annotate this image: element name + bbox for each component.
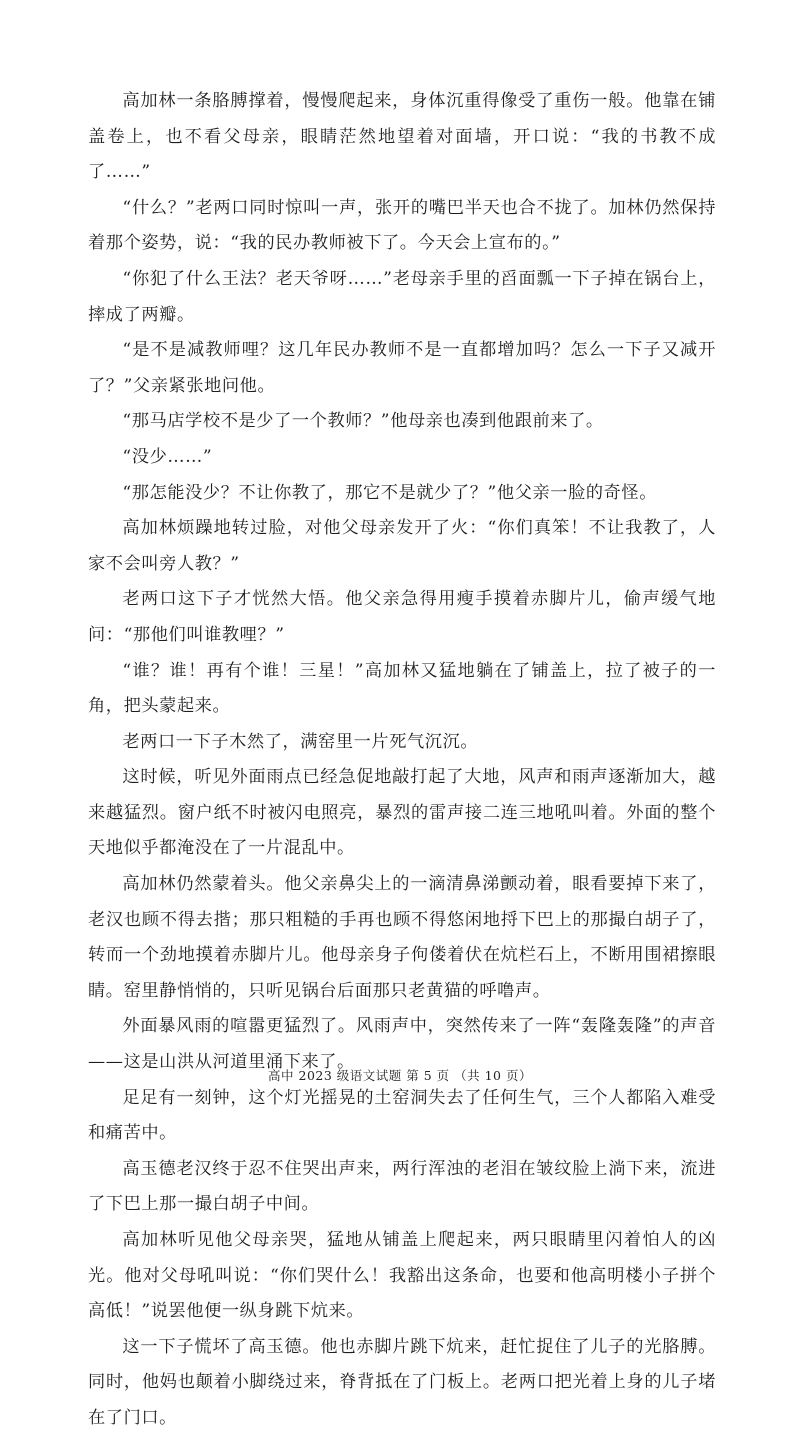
- paragraph: 足足有一刻钟，这个灯光摇晃的土窑洞失去了任何生气，三个人都陷入难受和痛苦中。: [88, 1087, 716, 1144]
- paragraph: “那马店学校不是少了一个教师？”他母亲也凑到他跟前来了。: [122, 411, 604, 432]
- paragraph: “是不是减教师哩？这几年民办教师不是一直都增加吗？怎么一下子又减开了？”父亲紧张地问他。: [88, 340, 716, 396]
- paragraph: 老两口一下子木然了，满窑里一片死气沉沉。: [122, 731, 479, 752]
- paragraph: 老两口这下子才恍然大悟。他父亲急得用瘦手摸着赤脚片儿，偷声缓气地问：“那他们叫谁教哩？”: [88, 589, 716, 645]
- paragraph: 高加林烦躁地转过脸，对他父母亲发开了火：“你们真笨！不让我教了，人家不会叫旁人教？”: [88, 518, 716, 574]
- paragraph: “谁？谁！再有个谁！三星！”高加林又猛地躺在了铺盖上，拉了被子的一角，把头蒙起来。: [88, 660, 716, 717]
- paragraph: 高加林仍然蒙着头。他父亲鼻尖上的一滴清鼻涕颤动着，眼看要掉下来了，老汉也顾不得去揩；那只粗糙的手再也顾不得悠闲地捋下巴上的那撮白胡子了，转而一个劲地摸着赤脚片儿。他母亲身子佝偻着伏在炕栏石上，不断用围裙擦眼睛。窑里静悄悄的，只听见锅台后面那只老黄猫的呼噜声。: [88, 874, 716, 1001]
- paragraph: 高玉德老汉终于忍不住哭出声来，两行浑浊的老泪在皱纹脸上淌下来，流进了下巴上那一撮白胡子中间。: [88, 1158, 716, 1215]
- paragraph: “什么？”老两口同时惊叫一声，张开的嘴巴半天也合不拢了。加林仍然保持着那个姿势，说：“我的民办教师被下了。今天会上宣布的。”: [88, 197, 716, 254]
- page-footer: 高中 2023 级语文试题 第 5 页 （共 10 页）: [268, 1068, 532, 1083]
- article-body: [88, 84, 716, 1437]
- paragraph: “那怎能没少？不让你教了，那它不是就少了？”他父亲一脸的奇怪。: [122, 482, 658, 503]
- paragraph: 高加林听见他父母亲哭，猛地从铺盖上爬起来，两只眼睛里闪着怕人的凶光。他对父母吼叫说：“你们哭什么！我豁出这条命，也要和他高明楼小子拼个高低！”说罢他便一纵身跳下炕来。: [88, 1230, 716, 1322]
- paragraph: “没少……”: [122, 446, 213, 467]
- paragraph: 外面暴风雨的喧嚣更猛烈了。风雨声中，突然传来了一阵“轰隆轰隆”的声音——这是山洪从河道里涌下来了。: [88, 1016, 716, 1073]
- paragraph: “你犯了什么王法？老天爷呀……”老母亲手里的舀面瓢一下子掉在锅台上，摔成了两瓣。: [88, 268, 716, 325]
- paragraph: 高加林一条胳膊撑着，慢慢爬起来，身体沉重得像受了重伤一般。他靠在铺盖卷上，也不看父母亲，眼睛茫然地望着对面墙，开口说：“我的书教不成了……”: [88, 91, 716, 183]
- paragraph: 这一下子慌坏了高玉德。他也赤脚片跳下炕来，赶忙捉住了儿子的光胳膊。同时，他妈也颠着小脚绕过来，脊背抵在了门板上。老两口把光着上身的儿子堵在了门口。: [88, 1336, 716, 1428]
- paragraph: 这时候，听见外面雨点已经急促地敲打起了大地，风声和雨声逐渐加大，越来越猛烈。窗户纸不时被闪电照亮，暴烈的雷声接二连三地吼叫着。外面的整个天地似乎都淹没在了一片混乱中。: [88, 767, 716, 859]
